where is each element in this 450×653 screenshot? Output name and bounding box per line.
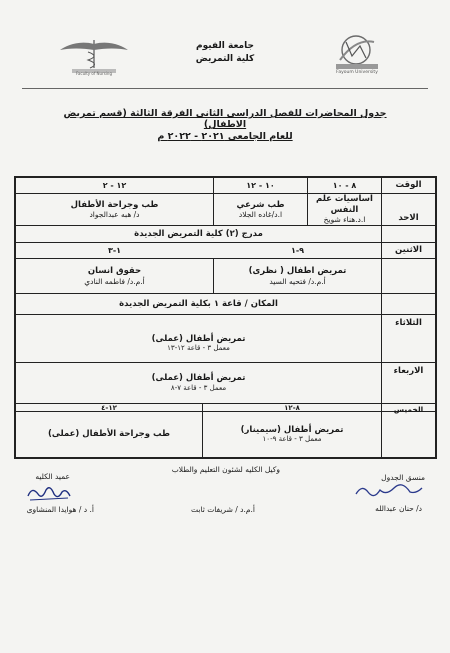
location-text: معمل ٣ - قاعة ٩-١٠ bbox=[262, 435, 322, 444]
time-slot-2: ١٠ - ١٢ bbox=[246, 180, 275, 190]
course-name: حقوق انسان bbox=[87, 266, 142, 276]
coordinator-signature bbox=[352, 482, 424, 500]
vice-dean-name: أ.م.د / شريفات ثابت bbox=[191, 505, 255, 514]
tuesday-slot bbox=[16, 315, 381, 362]
instructor-name: ا.د.هناء شويخ bbox=[323, 215, 366, 225]
coordinator-name: د/ حنان عبدالله bbox=[375, 504, 422, 513]
dean-name: أ. د / هوايدا المنشاوى bbox=[26, 505, 94, 514]
monday-location-banner: المكان / قاعة ١ بكلية التمريض الجديدة bbox=[119, 298, 278, 309]
thursday-time-1: ٨-١٢ bbox=[284, 403, 300, 412]
day-thursday: الخميس bbox=[393, 405, 424, 415]
university-logo-text: Fayoum University bbox=[336, 70, 378, 75]
course-name: تمريض اطفال ( نظرى) bbox=[248, 266, 347, 276]
course-name: تمريض أطفال (عملى) bbox=[151, 333, 246, 344]
sunday-slot-3 bbox=[16, 194, 213, 225]
time-header-label: الوقت bbox=[395, 180, 422, 191]
university-name: جامعة الفيوم bbox=[196, 41, 254, 51]
thursday-slot-2 bbox=[16, 412, 202, 457]
faculty-name: كلية التمريض bbox=[195, 54, 255, 64]
day-tuesday: الثلاثاء bbox=[395, 317, 422, 328]
course-name: طب شرعي bbox=[236, 199, 285, 210]
faculty-logo bbox=[58, 38, 130, 78]
sunday-location-banner: مدرج (٢) كلية التمريض الجديدة bbox=[134, 228, 263, 239]
monday-time-2: ١-٣ bbox=[107, 245, 122, 255]
thursday-slot-1 bbox=[203, 412, 381, 457]
instructor-name: أ.م.د/ فتحيه السيد bbox=[269, 276, 326, 286]
monday-slot-1 bbox=[214, 259, 381, 293]
timetable bbox=[14, 176, 437, 459]
sunday-slot-1 bbox=[308, 194, 381, 225]
course-name: طب وجراحة الأطفال bbox=[70, 199, 159, 210]
dean-signature bbox=[24, 482, 74, 504]
day-sunday: الاحد bbox=[398, 212, 419, 223]
thursday-time-2: ١٢-٤ bbox=[101, 403, 117, 412]
monday-slot-2 bbox=[16, 259, 213, 293]
academic-year: للعام الجامعى ٢٠٢١ - ٢٠٢٢ م bbox=[157, 131, 293, 142]
header-divider bbox=[22, 88, 428, 89]
monday-time-1: ٩-١ bbox=[290, 245, 305, 255]
dean-title: عميد الكليه bbox=[35, 472, 70, 481]
sunday-slot-2 bbox=[214, 194, 307, 225]
university-header bbox=[160, 40, 290, 66]
day-monday: الاثنين bbox=[394, 245, 423, 255]
location-text: معمل ٣ - قاعة ١٢-١٣ bbox=[167, 344, 230, 353]
time-slot-3: ١٢ - ٢ bbox=[102, 180, 127, 190]
university-logo bbox=[322, 32, 392, 80]
instructor-name: أ.م.د/ فاطمه النادي bbox=[84, 276, 145, 286]
course-name: طب وجراحة الأطفال (عملى) bbox=[47, 429, 171, 440]
instructor-name: ا.د/غاده الجلاد bbox=[238, 210, 283, 220]
faculty-logo-text: Faculty of Nursing bbox=[75, 71, 112, 76]
time-slot-1: ٨ - ١٠ bbox=[332, 180, 357, 190]
location-text: معمل ٣ - قاعة ٧-٨ bbox=[170, 383, 227, 392]
coordinator-title: منسق الجدول bbox=[381, 473, 425, 482]
course-name: تمريض أطفال (سيمينار) bbox=[240, 424, 344, 435]
day-wednesday: الاربعاء bbox=[393, 365, 424, 376]
course-name: اساسيات علم النفس bbox=[316, 194, 373, 215]
instructor-name: د/ هبه عبدالجواد bbox=[89, 210, 140, 220]
schedule-title: جدول المحاضرات للفصل الدراسى الثانى الفرقة الثالثة (قسم تمريض الاطفال) bbox=[63, 108, 387, 130]
vice-dean-title: وكيل الكليه لشئون التعليم والطلاب bbox=[171, 465, 280, 474]
wednesday-slot bbox=[16, 363, 381, 403]
course-name: تمريض أطفال (عملى) bbox=[151, 373, 246, 384]
